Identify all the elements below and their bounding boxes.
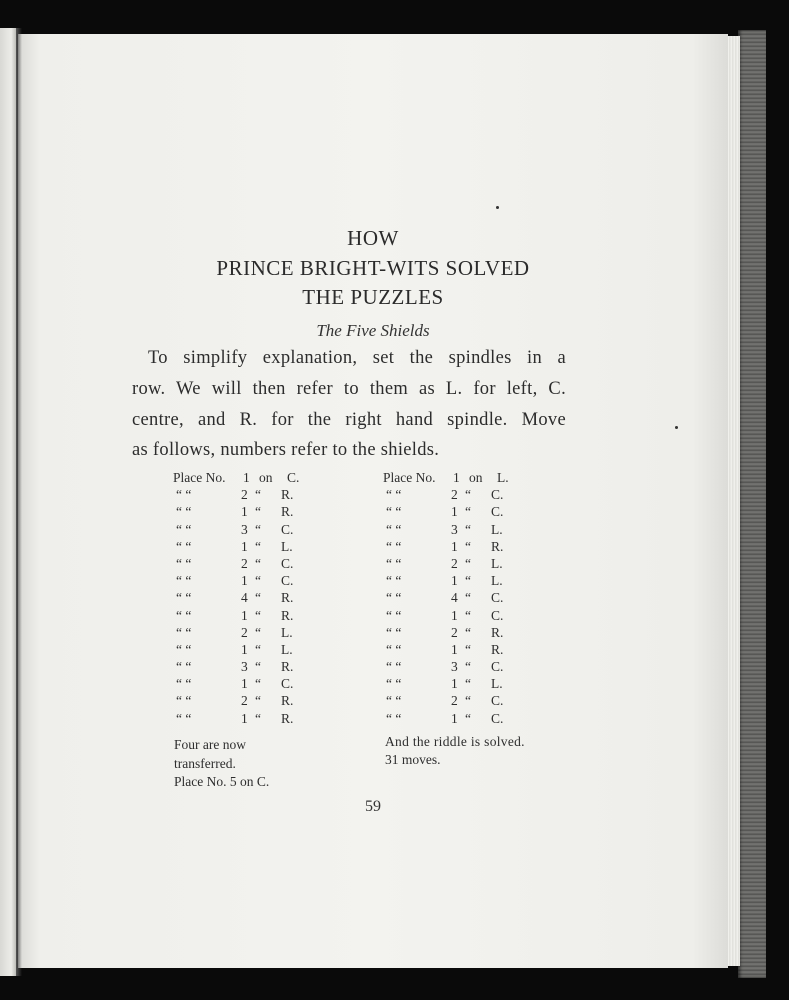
shield-number: 1: [241, 676, 248, 692]
shield-number: 1: [241, 538, 248, 554]
move-label: “ “: [386, 521, 402, 537]
section-subtitle: The Five Shields: [316, 321, 430, 340]
move-connector: “: [255, 710, 261, 726]
shield-number: 3: [241, 521, 248, 537]
move-label: “ “: [176, 659, 192, 675]
target-spindle: C.: [287, 470, 300, 485]
shield-number: 2: [241, 693, 248, 709]
move-connector: “: [255, 624, 261, 640]
shield-number: 2: [451, 487, 458, 503]
move-connector: “: [255, 607, 261, 623]
shield-number: 1: [451, 573, 458, 589]
target-spindle: R.: [281, 590, 294, 606]
target-spindle: R.: [281, 659, 294, 675]
shield-number: 1: [241, 573, 248, 589]
right-note-line-2: 31 moves.: [385, 752, 441, 767]
target-spindle: R.: [281, 487, 294, 503]
move-label: “ “: [386, 659, 402, 675]
move-label: “ “: [386, 555, 402, 571]
shield-number: 3: [451, 659, 458, 675]
move-connector: “: [465, 573, 471, 589]
target-spindle: R.: [281, 607, 294, 623]
move-connector: “: [465, 624, 471, 640]
target-spindle: L.: [497, 470, 509, 485]
target-spindle: C.: [491, 607, 504, 623]
shield-number: 2: [451, 693, 458, 709]
move-connector: “: [465, 590, 471, 606]
target-spindle: C.: [281, 555, 294, 571]
move-connector: “: [465, 693, 471, 709]
move-connector: “: [465, 487, 471, 503]
shield-number: 1: [243, 470, 250, 485]
move-label: “ “: [386, 487, 402, 503]
target-spindle: R.: [491, 538, 504, 554]
book-page: [18, 34, 728, 968]
gutter-shadow: [16, 28, 22, 976]
move-connector: “: [255, 573, 261, 589]
move-connector: “: [465, 504, 471, 520]
target-spindle: C.: [281, 521, 294, 537]
target-spindle: R.: [281, 693, 294, 709]
shield-number: 2: [451, 624, 458, 640]
move-connector: on: [259, 470, 273, 485]
move-connector: “: [255, 521, 261, 537]
page-number: 59: [365, 798, 381, 815]
shield-number: 1: [451, 504, 458, 520]
body-text-line-4: as follows, numbers refer to the shields.: [132, 440, 440, 460]
target-spindle: C.: [491, 487, 504, 503]
shield-number: 1: [451, 607, 458, 623]
move-label: Place No.: [383, 470, 436, 485]
shield-number: 1: [451, 641, 458, 657]
shield-number: 2: [451, 555, 458, 571]
target-spindle: C.: [491, 504, 504, 520]
paper-speck: [675, 426, 678, 429]
target-spindle: L.: [491, 676, 503, 692]
move-connector: “: [465, 710, 471, 726]
target-spindle: L.: [491, 573, 503, 589]
facing-page-edge: [0, 28, 16, 976]
target-spindle: L.: [491, 521, 503, 537]
move-connector: “: [255, 693, 261, 709]
shield-number: 1: [241, 504, 248, 520]
move-connector: “: [255, 590, 261, 606]
move-label: “ “: [386, 710, 402, 726]
move-label: Place No.: [173, 470, 226, 485]
shield-number: 4: [241, 590, 248, 606]
move-connector: “: [255, 659, 261, 675]
move-connector: “: [465, 659, 471, 675]
target-spindle: L.: [281, 641, 293, 657]
move-label: “ “: [386, 538, 402, 554]
target-spindle: C.: [491, 710, 504, 726]
book-cover-edge: [738, 30, 766, 978]
shield-number: 2: [241, 555, 248, 571]
move-label: “ “: [386, 624, 402, 640]
shield-number: 2: [241, 624, 248, 640]
move-label: “ “: [176, 504, 192, 520]
move-label: “ “: [386, 590, 402, 606]
shield-number: 1: [451, 676, 458, 692]
move-label: “ “: [176, 521, 192, 537]
shield-number: 1: [241, 641, 248, 657]
move-label: “ “: [176, 624, 192, 640]
move-connector: “: [255, 676, 261, 692]
right-note-line-1: And the riddle is solved.: [385, 734, 525, 749]
shield-number: 3: [241, 659, 248, 675]
target-spindle: C.: [491, 590, 504, 606]
chapter-title-line-3: THE PUZZLES: [302, 285, 444, 309]
shield-number: 1: [453, 470, 460, 485]
body-text-line-1: To simplify explanation, set the spindles in a: [148, 348, 566, 368]
shield-number: 1: [241, 710, 248, 726]
left-note-line-2: transferred.: [174, 756, 236, 771]
target-spindle: C.: [491, 693, 504, 709]
move-label: “ “: [176, 607, 192, 623]
move-label: “ “: [176, 573, 192, 589]
move-connector: “: [465, 521, 471, 537]
move-label: “ “: [176, 641, 192, 657]
move-connector: “: [465, 676, 471, 692]
move-label: “ “: [176, 555, 192, 571]
chapter-title-line-2: PRINCE BRIGHT-WITS SOLVED: [216, 256, 530, 280]
move-label: “ “: [386, 504, 402, 520]
move-connector: “: [255, 487, 261, 503]
move-label: “ “: [386, 693, 402, 709]
move-label: “ “: [176, 487, 192, 503]
move-connector: “: [255, 504, 261, 520]
move-label: “ “: [176, 676, 192, 692]
shield-number: 1: [451, 710, 458, 726]
move-label: “ “: [386, 641, 402, 657]
move-connector: “: [465, 555, 471, 571]
body-text-line-3: centre, and R. for the right hand spindle. Move: [132, 410, 566, 430]
target-spindle: C.: [281, 573, 294, 589]
shield-number: 4: [451, 590, 458, 606]
left-note-line-3: Place No. 5 on C.: [174, 774, 270, 789]
move-label: “ “: [176, 538, 192, 554]
move-label: “ “: [386, 676, 402, 692]
shield-number: 1: [241, 607, 248, 623]
shield-number: 3: [451, 521, 458, 537]
target-spindle: R.: [281, 504, 294, 520]
move-label: “ “: [176, 710, 192, 726]
target-spindle: L.: [281, 624, 293, 640]
move-label: “ “: [176, 693, 192, 709]
move-label: “ “: [176, 590, 192, 606]
move-label: “ “: [386, 573, 402, 589]
target-spindle: R.: [491, 624, 504, 640]
move-connector: “: [465, 538, 471, 554]
target-spindle: L.: [281, 538, 293, 554]
move-label: “ “: [386, 607, 402, 623]
move-connector: “: [255, 555, 261, 571]
move-connector: “: [465, 607, 471, 623]
shield-number: 2: [241, 487, 248, 503]
chapter-title-line-1: HOW: [347, 226, 399, 250]
body-text-line-2: row. We will then refer to them as L. for left, C.: [132, 379, 566, 399]
target-spindle: R.: [281, 710, 294, 726]
move-connector: on: [469, 470, 483, 485]
paper-speck: [496, 206, 499, 209]
target-spindle: R.: [491, 641, 504, 657]
move-connector: “: [255, 538, 261, 554]
target-spindle: L.: [491, 555, 503, 571]
move-connector: “: [465, 641, 471, 657]
target-spindle: C.: [491, 659, 504, 675]
target-spindle: C.: [281, 676, 294, 692]
left-note-line-1: Four are now: [174, 737, 246, 752]
shield-number: 1: [451, 538, 458, 554]
move-connector: “: [255, 641, 261, 657]
